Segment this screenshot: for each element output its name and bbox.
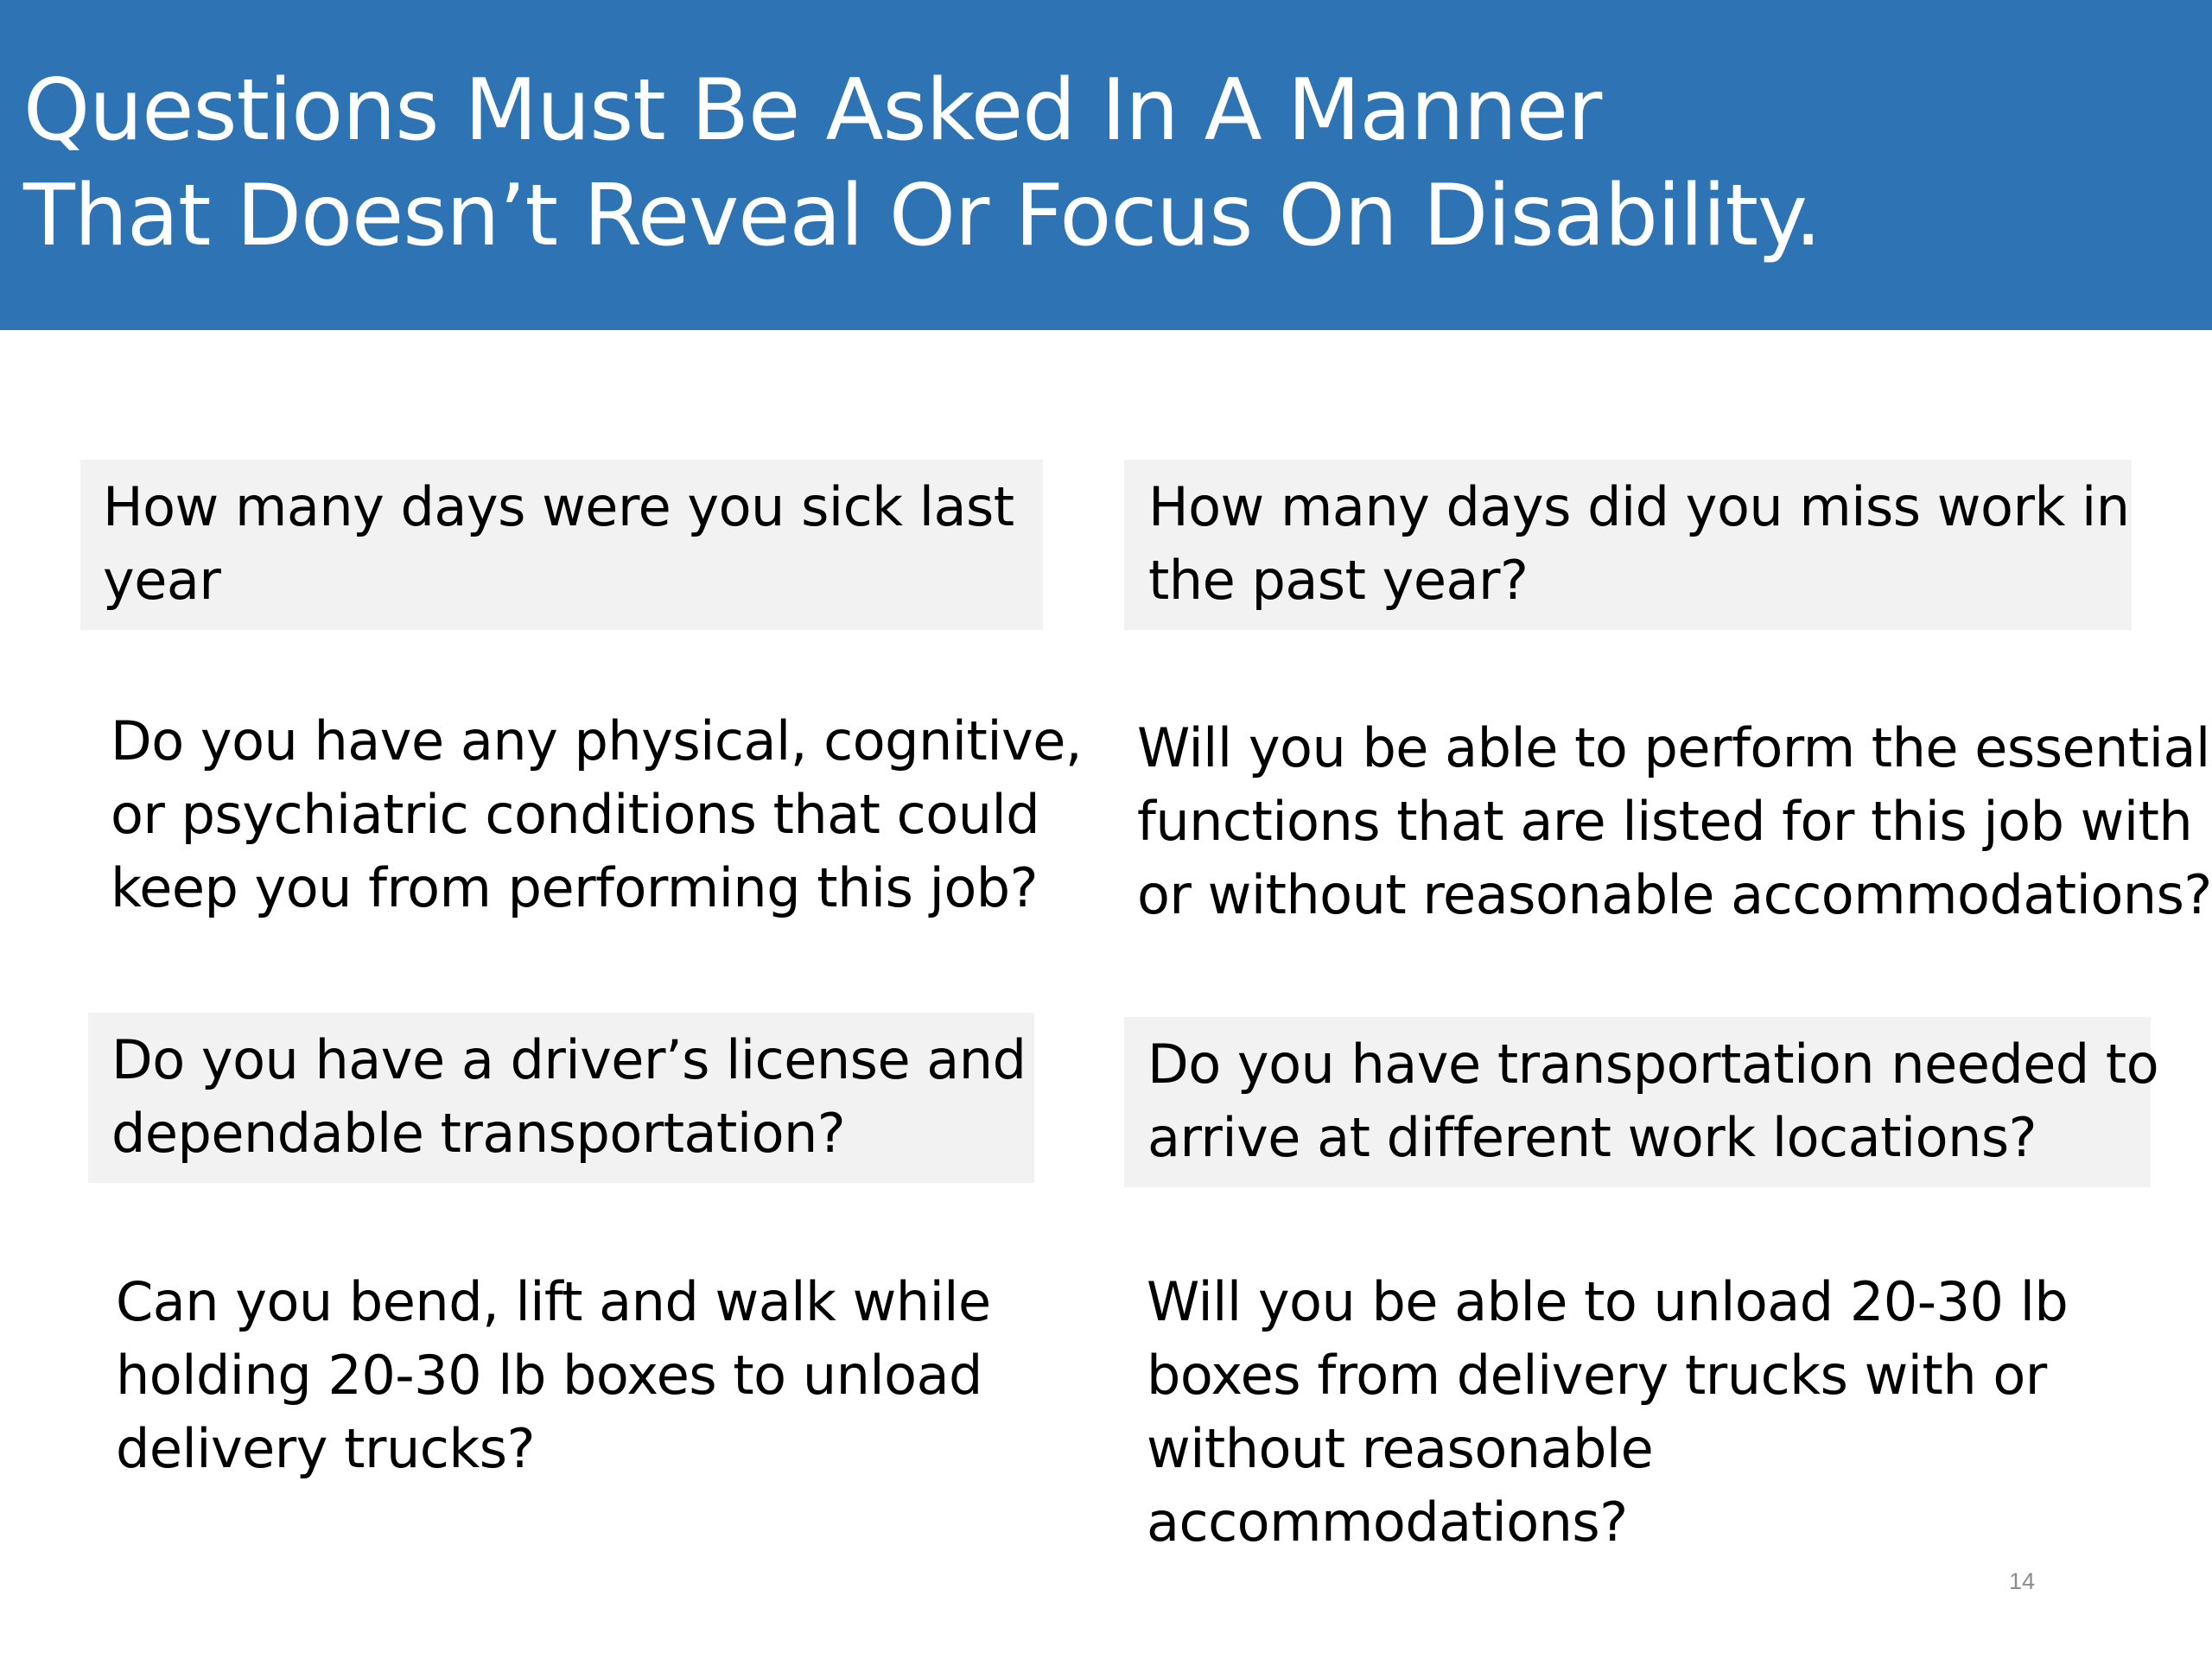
question-line: Do you have any physical, cognitive, (111, 709, 1083, 772)
slide-title-line-2: That Doesn’t Reveal Or Focus On Disability. (23, 167, 1821, 265)
question-line: delivery trucks? (116, 1417, 535, 1480)
question-line: arrive at different work locations? (1147, 1106, 2037, 1169)
title-band (0, 0, 2212, 330)
question-line: Will you be able to perform the essential (1137, 716, 2210, 779)
page-number: 14 (2009, 1568, 2036, 1594)
question-line: Do you have transportation needed to (1147, 1033, 2159, 1096)
question-line: How many days were you sick last (103, 475, 1014, 538)
question-line: Will you be able to unload 20-30 lb (1147, 1270, 2069, 1333)
question-line: Can you bend, lift and walk while (116, 1270, 991, 1333)
question-box-drivers-license (88, 1013, 1034, 1183)
question-line: keep you from performing this job? (111, 856, 1039, 919)
question-line: or without reasonable accommodations? (1137, 863, 2212, 926)
question-line: accommodations? (1147, 1491, 1628, 1554)
question-line: year (103, 549, 221, 612)
question-line: without reasonable (1147, 1417, 1654, 1480)
question-line: Do you have a driver’s license and (111, 1028, 1027, 1091)
question-box-sick-days (80, 460, 1043, 630)
question-line: holding 20-30 lb boxes to unload (116, 1344, 982, 1407)
question-line: boxes from delivery trucks with or (1147, 1344, 2047, 1407)
question-line: or psychiatric conditions that could (111, 783, 1040, 846)
question-box-missed-work (1124, 460, 2132, 630)
question-line: functions that are listed for this job with (1137, 790, 2193, 853)
slide-title-line-1: Questions Must Be Asked In A Manner (23, 61, 1602, 160)
question-box-essential-functions (1124, 711, 2212, 944)
question-line: How many days did you miss work in (1148, 475, 2130, 538)
question-line: dependable transportation? (111, 1102, 846, 1165)
question-box-bend-lift (88, 1265, 1039, 1498)
question-box-conditions (80, 704, 1083, 938)
question-box-transportation (1124, 1017, 2159, 1187)
question-box-unload-boxes (1124, 1265, 2109, 1572)
question-line: the past year? (1148, 549, 1529, 612)
